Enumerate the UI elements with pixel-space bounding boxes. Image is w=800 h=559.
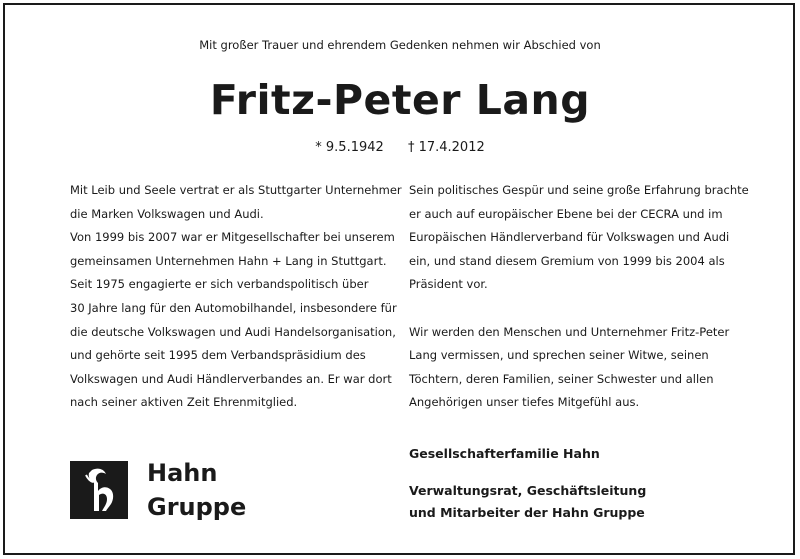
text-line: nach seiner aktiven Zeit Ehrenmitglied. — [70, 395, 298, 410]
text-line: gemeinsamen Unternehmen Hahn + Lang in Stuttgart. — [70, 253, 387, 268]
intro-text: Mit großer Trauer und ehrendem Gedenken nehmen wir Abschied von — [199, 38, 601, 52]
text-line: Angehörigen unser tiefes Mitgefühl aus. — [409, 395, 640, 410]
text-line: die deutsche Volkswagen und Audi Handelsorganisation, — [70, 324, 396, 339]
signature-board — [409, 480, 646, 524]
text-line: Europäischen Händlerverband für Volkswagen und Audi — [409, 230, 730, 245]
paragraph-gap — [409, 297, 749, 321]
text-line: Sein politisches Gespür und seine große Erfahrung brachte — [409, 183, 749, 197]
text-line: und gehörte seit 1995 dem Verbandspräsidium des — [70, 348, 366, 363]
text-line: Wir werden den Menschen und Unternehmer Fritz-Peter — [409, 324, 730, 339]
text-line: Volkswagen und Audi Händlerverbandes an. Er war dort — [70, 371, 392, 386]
rooster-icon — [70, 461, 128, 519]
text-line: Von 1999 bis 2007 war er Mitgesellschafter bei unserem — [70, 230, 395, 245]
birth-date: * 9.5.1942 — [315, 140, 384, 155]
logo-text — [147, 456, 246, 524]
signature-family — [409, 443, 600, 465]
signature-line: Gesellschafterfamilie Hahn — [409, 446, 600, 461]
signature-line: Verwaltungsrat, Geschäftsleitung — [409, 483, 647, 498]
text-line: ein, und stand diesem Gremium von 1999 bis 2004 als — [409, 253, 725, 268]
deceased-name: Fritz-Peter Lang — [209, 76, 591, 124]
death-date: † 17.4.2012 — [407, 140, 485, 155]
text-line: Präsident vor. — [409, 277, 488, 292]
logo-line: Hahn — [147, 459, 218, 487]
text-line: Töchtern, deren Familien, seiner Schwester und allen — [409, 371, 714, 386]
right-column — [409, 179, 749, 415]
text-line: Seit 1975 engagierte er sich verbandspolitisch über — [70, 277, 369, 292]
text-line: Mit Leib und Seele vertrat er als Stuttgarter Unternehmer — [70, 183, 402, 197]
text-line: er auch auf europäischer Ebene bei der CECRA und im — [409, 206, 723, 221]
signature-line: und Mitarbeiter der Hahn Gruppe — [409, 505, 645, 520]
text-line: die Marken Volkswagen und Audi. — [70, 206, 264, 221]
text-line: 30 Jahre lang für den Automobilhandel, insbesondere für — [70, 300, 397, 315]
text-line: Lang vermissen, und sprechen seiner Witwe, seinen — [409, 348, 709, 363]
left-column — [70, 179, 402, 415]
logo-line: Gruppe — [147, 493, 247, 521]
life-dates — [0, 140, 800, 155]
